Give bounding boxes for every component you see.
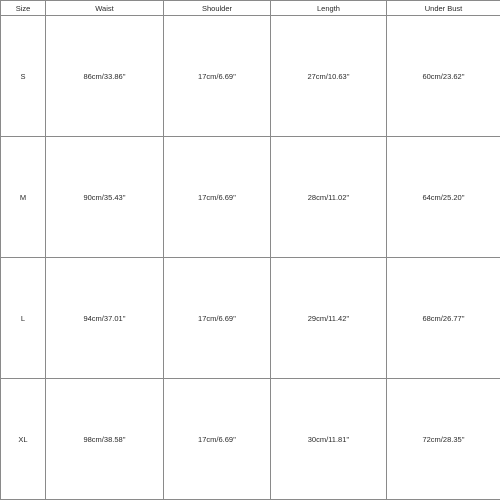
header-size: Size [1, 1, 46, 16]
header-shoulder: Shoulder [164, 1, 271, 16]
cell-size: S [1, 16, 46, 137]
cell-length: 29cm/11.42'' [271, 258, 387, 379]
cell-under-bust: 60cm/23.62'' [387, 16, 500, 137]
table-row [1, 16, 500, 137]
cell-length: 28cm/11.02'' [271, 137, 387, 258]
cell-under-bust: 72cm/28.35'' [387, 379, 500, 500]
cell-length: 30cm/11.81'' [271, 379, 387, 500]
table-row [1, 137, 500, 258]
cell-waist: 90cm/35.43'' [46, 137, 164, 258]
header-waist: Waist [46, 1, 164, 16]
cell-under-bust: 68cm/26.77'' [387, 258, 500, 379]
cell-size: M [1, 137, 46, 258]
cell-shoulder: 17cm/6.69'' [164, 16, 271, 137]
cell-under-bust: 64cm/25.20'' [387, 137, 500, 258]
header-under-bust: Under Bust [387, 1, 500, 16]
table-row [1, 258, 500, 379]
cell-waist: 86cm/33.86'' [46, 16, 164, 137]
cell-size: XL [1, 379, 46, 500]
cell-length: 27cm/10.63'' [271, 16, 387, 137]
cell-shoulder: 17cm/6.69'' [164, 258, 271, 379]
cell-waist: 94cm/37.01'' [46, 258, 164, 379]
table-row [1, 379, 500, 500]
header-row [1, 1, 500, 16]
cell-shoulder: 17cm/6.69'' [164, 379, 271, 500]
header-length: Length [271, 1, 387, 16]
cell-waist: 98cm/38.58'' [46, 379, 164, 500]
cell-size: L [1, 258, 46, 379]
cell-shoulder: 17cm/6.69'' [164, 137, 271, 258]
